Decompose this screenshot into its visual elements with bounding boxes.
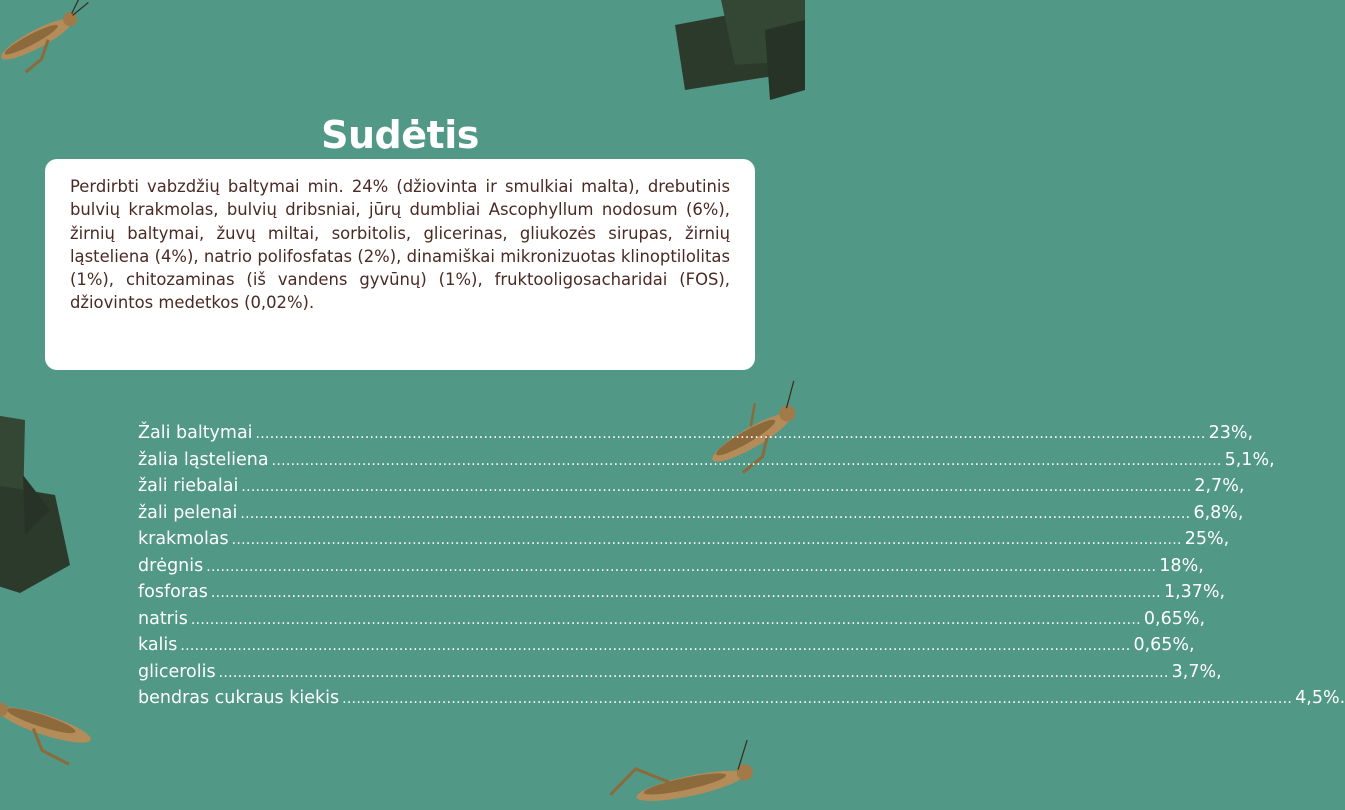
ingredients-card — [45, 159, 755, 370]
nutrient-name: glicerolis — [138, 661, 216, 682]
dot-leader: ........................................................................................................................................................................................................ — [210, 585, 1161, 601]
list-item — [138, 685, 1345, 712]
nutrient-value: 3,7%, — [1171, 661, 1222, 682]
grasshopper-icon — [0, 680, 110, 770]
page-title: Sudėtis — [321, 113, 479, 158]
dot-leader: ........................................................................................................................................................................................................ — [206, 558, 1157, 575]
nutrient-value: 0,65%, — [1143, 608, 1206, 629]
grasshopper-icon — [600, 750, 760, 810]
list-item — [138, 659, 1222, 686]
nutrients-list — [138, 420, 1345, 712]
list-item — [138, 606, 1206, 633]
nutrient-name: drėgnis — [138, 555, 204, 576]
nutrient-value: 6,8%, — [1193, 502, 1244, 523]
nutrient-name: žali pelenai — [138, 502, 238, 523]
nutrient-value: 4,5%. — [1295, 688, 1345, 708]
nutrient-name: fosforas — [138, 582, 208, 602]
dot-leader: ........................................................................................................................................................................................................ — [240, 505, 1191, 522]
nutrient-name: kalis — [138, 635, 178, 655]
seaweed-icon — [665, 0, 805, 105]
list-item — [138, 500, 1244, 527]
dot-leader: ........................................................................................................................................................................................................ — [241, 479, 1192, 495]
list-item — [138, 632, 1195, 659]
nutrient-value: 5,1%, — [1224, 449, 1275, 470]
dot-leader: ........................................................................................................................................................................................................ — [190, 611, 1141, 628]
nutrient-value: 0,65%, — [1133, 635, 1195, 655]
list-item — [138, 579, 1226, 606]
dot-leader: ........................................................................................................................................................................................................ — [218, 664, 1169, 681]
nutrient-value: 25%, — [1184, 529, 1230, 549]
nutrient-name: krakmolas — [138, 529, 229, 549]
list-item — [138, 553, 1204, 580]
list-item — [138, 447, 1275, 474]
ingredients-text: Perdirbti vabzdžių baltymai min. 24% (džiovinta ir smulkiai malta), drebutinis bulvių krakmolas, bulvių dribsniai, jūrų dumbliai Ascophyllum nodosum (6%), žirnių baltymai, žuvų miltai, sorbitolis, glicerinas, gliukozės sirupas, žirnių ląsteliena (4%), natrio polifosfatas (2%), dinamiškai mikronizuotas klinoptilolitas (1%), chitozaminas (iš vandens gyvūnų) (1%), fruktooligosacharidai (FOS), džiovintos medetkos (0,02%). — [70, 177, 730, 313]
nutrient-name: natris — [138, 608, 188, 629]
dot-leader: ........................................................................................................................................................................................................ — [231, 532, 1182, 548]
nutrient-name: bendras cukraus kiekis — [138, 688, 340, 708]
dot-leader: ........................................................................................................................................................................................................ — [342, 691, 1293, 707]
list-item — [138, 420, 1254, 447]
dot-leader: ........................................................................................................................................................................................................ — [271, 452, 1222, 469]
nutrient-value: 18%, — [1159, 555, 1204, 576]
grasshopper-icon — [0, 0, 100, 75]
list-item — [138, 526, 1230, 553]
nutrient-value: 2,7%, — [1194, 476, 1245, 496]
list-item — [138, 473, 1245, 500]
seaweed-icon — [0, 415, 80, 595]
nutrient-value: 23%, — [1208, 423, 1254, 443]
nutrient-name: žalia ląsteliena — [138, 449, 269, 470]
dot-leader: ........................................................................................................................................................................................................ — [180, 638, 1131, 654]
dot-leader: ........................................................................................................................................................................................................ — [255, 426, 1206, 442]
nutrient-value: 1,37%, — [1163, 582, 1226, 602]
nutrient-name: žali riebalai — [138, 476, 239, 496]
nutrient-name: Žali baltymai — [138, 423, 253, 443]
